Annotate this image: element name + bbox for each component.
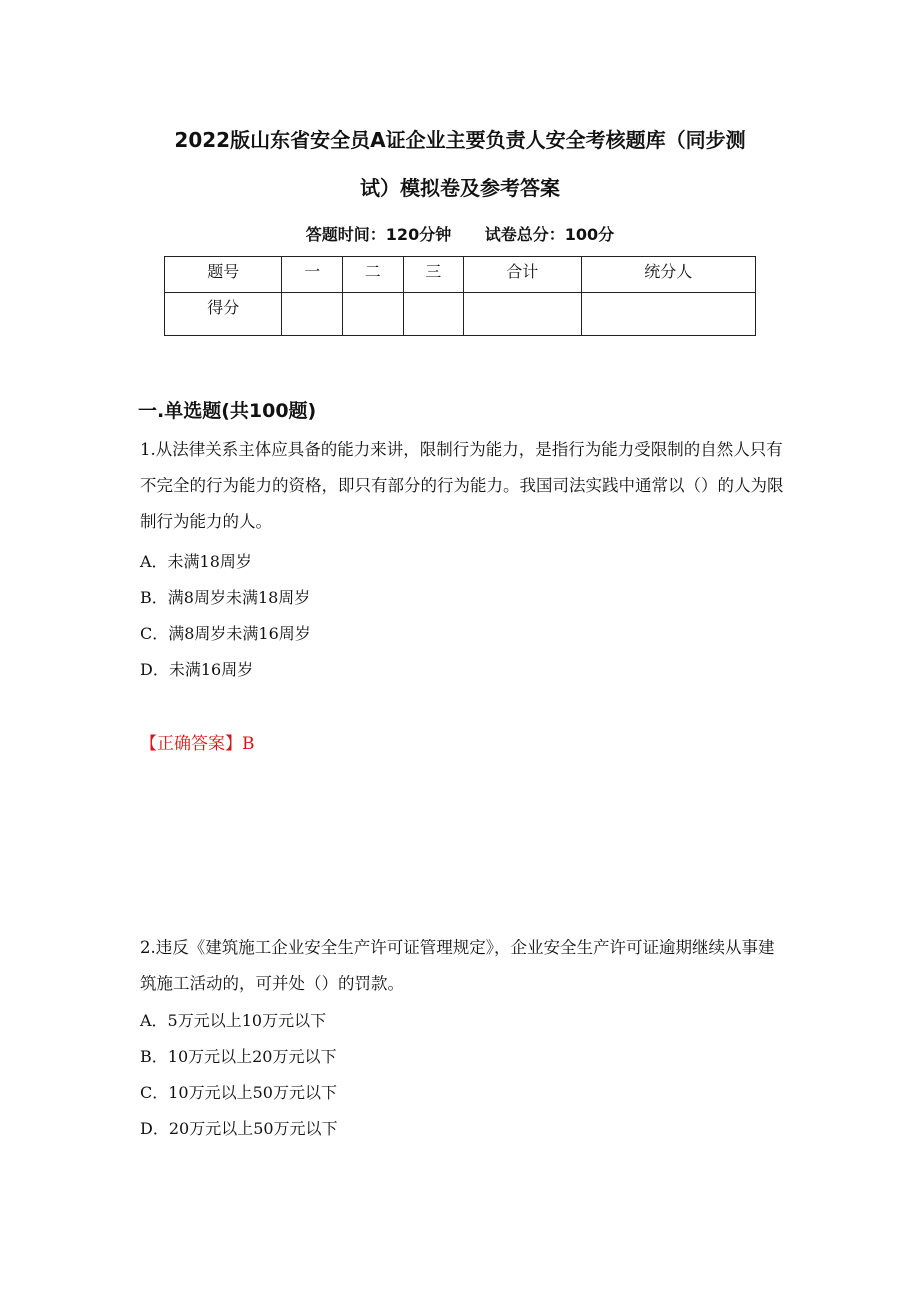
score-header-cell: 一: [282, 257, 343, 293]
question-1-text: 1.从法律关系主体应具备的能力来讲，限制行为能力，是指行为能力受限制的自然人只有不完全的行为能力的资格，即只有部分的行为能力。我国司法实践中通常以（）的人为限制行为能力的人。: [140, 440, 784, 531]
question-2-option-b: B．10万元以上20万元以下: [140, 1047, 337, 1066]
exam-meta: [0, 222, 920, 245]
question-1-option-a: A．未满18周岁: [140, 552, 252, 571]
question-1-option-c: C．满8周岁未满16周岁: [140, 624, 311, 643]
doc-title-line2: 试）模拟卷及参考答案: [360, 176, 560, 200]
score-row-label: 得分: [165, 293, 282, 336]
question-2-option-c: C．10万元以上50万元以下: [140, 1083, 337, 1102]
question-1-answer: 【正确答案】B: [140, 734, 255, 754]
score-header-cell: 统分人: [581, 257, 755, 293]
question-2-text: 2.违反《建筑施工企业安全生产许可证管理规定》，企业安全生产许可证逾期继续从事建筑施工活动的，可并处（）的罚款。: [140, 938, 775, 993]
score-cell: [282, 293, 343, 336]
score-table: [164, 256, 756, 336]
score-header-cell: 合计: [464, 257, 581, 293]
doc-title-line1: 2022版山东省安全员A证企业主要负责人安全考核题库（同步测: [174, 128, 746, 152]
score-table-score-row: [165, 293, 756, 336]
exam-time: 答题时间：120分钟: [305, 225, 452, 244]
question-2-option-a: A．5万元以上10万元以下: [140, 1011, 327, 1030]
score-cell: [581, 293, 755, 336]
score-header-cell: 二: [343, 257, 404, 293]
question-1-option-d: D．未满16周岁: [140, 660, 254, 679]
question-2-option-d: D．20万元以上50万元以下: [140, 1119, 338, 1138]
score-cell: [464, 293, 581, 336]
score-cell: [343, 293, 404, 336]
score-header-cell: 题号: [165, 257, 282, 293]
question-1-option-b: B．满8周岁未满18周岁: [140, 588, 311, 607]
score-cell: [403, 293, 464, 336]
section-title: 一.单选题(共100题): [138, 400, 317, 422]
exam-total-score: 试卷总分：100分: [484, 225, 615, 244]
score-header-cell: 三: [403, 257, 464, 293]
score-table-header-row: [165, 257, 756, 293]
